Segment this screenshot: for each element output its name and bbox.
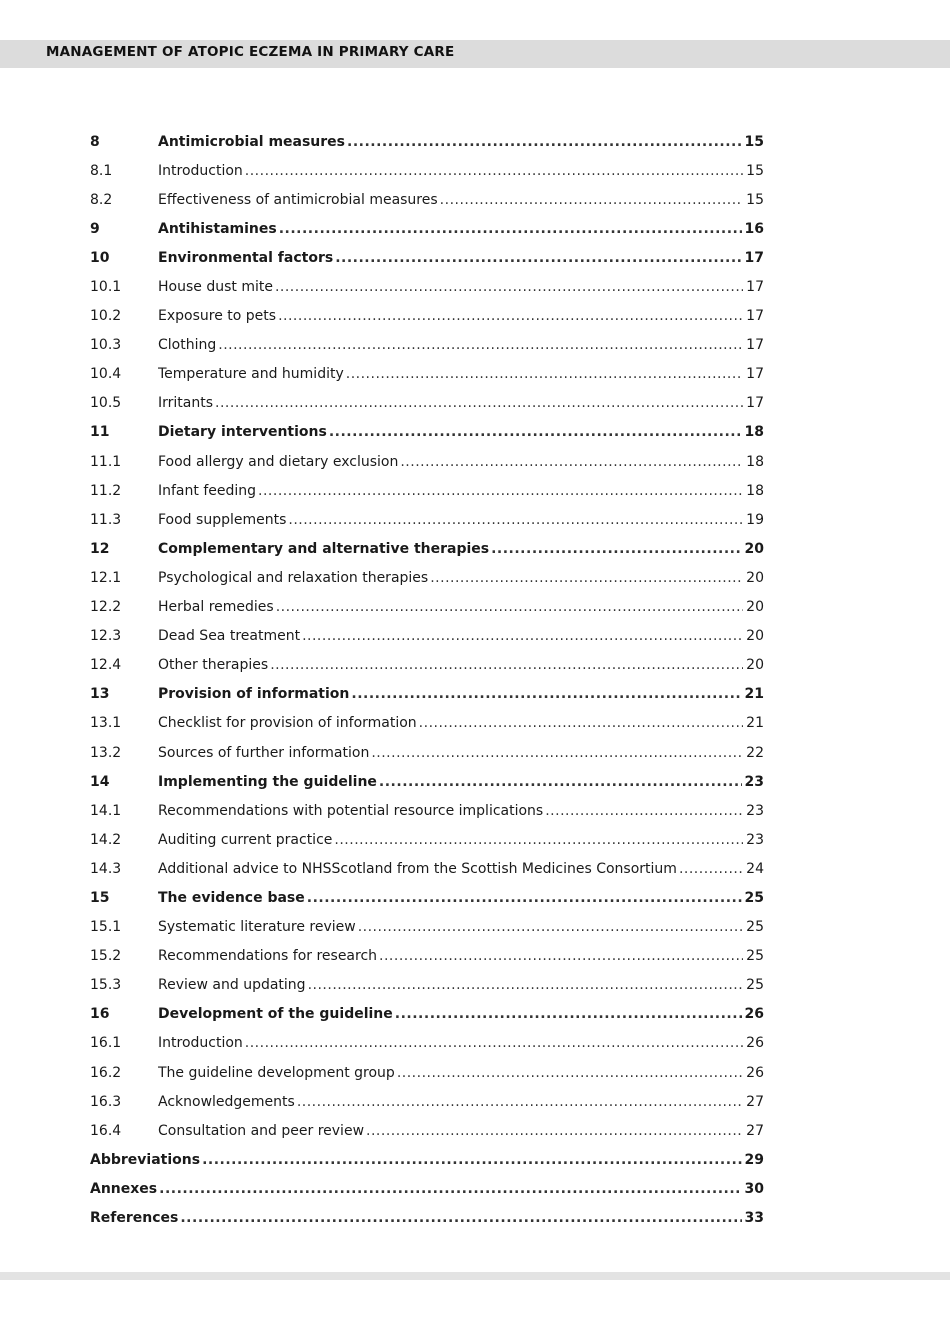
toc-entry[interactable] <box>90 534 764 563</box>
toc-dot-leader <box>395 1006 742 1022</box>
toc-entry-title: Psychological and relaxation therapies <box>158 569 429 586</box>
toc-entry-number: 11.2 <box>90 482 122 499</box>
toc-entry-page: 26 <box>746 1035 764 1052</box>
toc-entry-page: 16 <box>744 220 764 237</box>
toc-entry-title: Temperature and humidity <box>158 366 344 383</box>
toc-entry-page: 20 <box>746 569 764 586</box>
toc-entry-title: Exposure to pets <box>158 308 277 325</box>
toc-entry[interactable] <box>90 680 764 709</box>
toc-entry-title-wrap <box>158 279 743 295</box>
toc-entry-title-wrap <box>158 1094 743 1110</box>
toc-dot-leader <box>430 570 743 586</box>
toc-entry-page: 26 <box>746 1064 764 1081</box>
toc-dot-leader <box>159 1181 741 1197</box>
footer-band <box>0 1272 950 1280</box>
toc-entry[interactable] <box>90 1087 764 1116</box>
toc-entry-title: Checklist for provision of information <box>158 715 417 732</box>
toc-entry-title: Sources of further information <box>158 744 370 761</box>
toc-entry-page: 23 <box>744 773 764 790</box>
toc-entry-page: 25 <box>744 889 764 906</box>
toc-entry[interactable] <box>90 942 764 971</box>
toc-entry-title: Consultation and peer review <box>158 1122 365 1139</box>
toc-entry-title-wrap <box>158 948 743 964</box>
toc-entry-page: 29 <box>744 1151 764 1168</box>
toc-entry-title-wrap <box>158 395 743 411</box>
toc-entry-number: 13.2 <box>90 744 122 761</box>
toc-entry-title-wrap <box>158 861 743 877</box>
toc-dot-leader <box>347 134 742 150</box>
toc-entry[interactable] <box>90 331 764 360</box>
toc-dot-leader <box>278 308 743 324</box>
toc-dot-leader <box>334 832 743 848</box>
toc-entry-title: Additional advice to NHSScotland from the Scottish Medicines Consortium <box>158 860 677 877</box>
toc-dot-leader <box>379 948 743 964</box>
toc-entry-title: Introduction <box>158 162 243 179</box>
toc-entry-title-wrap <box>158 1035 743 1051</box>
toc-entry-title-wrap <box>158 977 743 993</box>
toc-entry-title-wrap <box>158 832 743 848</box>
toc-entry-page: 19 <box>746 511 764 528</box>
toc-dot-leader <box>245 163 743 179</box>
toc-entry-page: 20 <box>746 599 764 616</box>
toc-entry-title: The evidence base <box>158 889 305 906</box>
toc-entry-page: 33 <box>744 1210 764 1227</box>
toc-entry-page: 17 <box>744 249 764 266</box>
toc-entry-title: Other therapies <box>158 657 269 674</box>
toc-entry-title: The guideline development group <box>158 1064 395 1081</box>
toc-dot-leader <box>366 1123 743 1139</box>
toc-dot-leader <box>279 221 742 237</box>
toc-entry-page: 18 <box>746 453 764 470</box>
toc-entry-title-wrap <box>158 221 742 237</box>
toc-entry-title-wrap <box>158 803 743 819</box>
toc-entry-page: 25 <box>746 977 764 994</box>
toc-entry[interactable] <box>90 1116 764 1145</box>
toc-entry-number: 8 <box>90 133 100 150</box>
toc-entry-page: 18 <box>744 424 764 441</box>
toc-entry[interactable] <box>90 476 764 505</box>
toc-entry-number: 12 <box>90 540 110 557</box>
toc-entry-number: 11 <box>90 424 110 441</box>
toc-entry[interactable] <box>90 825 764 854</box>
toc-entry[interactable] <box>90 913 764 942</box>
toc-entry-title: Irritants <box>158 395 214 412</box>
toc-entry-title: Dead Sea treatment <box>158 628 301 645</box>
toc-entry-title-wrap <box>158 715 743 731</box>
toc-entry-number: 10.5 <box>90 395 122 412</box>
toc-entry-title-wrap <box>158 337 743 353</box>
toc-entry-number: 14.2 <box>90 831 122 848</box>
running-header <box>0 40 950 68</box>
toc-entry-title-wrap <box>158 919 743 935</box>
toc-entry-title-wrap <box>158 686 742 702</box>
toc-entry-number: 15 <box>90 889 110 906</box>
toc-entry-title: Acknowledgements <box>158 1093 295 1110</box>
toc-dot-leader <box>288 512 743 528</box>
toc-entry-title: Implementing the guideline <box>158 773 377 790</box>
toc-entry-title: Auditing current practice <box>158 831 333 848</box>
toc-entry[interactable] <box>90 505 764 534</box>
toc-entry[interactable] <box>90 389 764 418</box>
toc-dot-leader <box>245 1035 743 1051</box>
toc-entry-title-wrap <box>158 890 742 906</box>
toc-entry-page: 26 <box>744 1006 764 1023</box>
toc-entry[interactable] <box>90 767 764 796</box>
toc-dot-leader <box>302 628 743 644</box>
toc-entry[interactable] <box>90 593 764 622</box>
toc-dot-leader <box>276 599 743 615</box>
toc-entry-title-wrap <box>158 366 743 382</box>
toc-entry[interactable] <box>90 1000 764 1029</box>
running-header-title: MANAGEMENT OF ATOPIC ECZEMA IN PRIMARY CARE <box>46 44 455 60</box>
toc-dot-leader <box>202 1152 741 1168</box>
toc-dot-leader <box>307 890 742 906</box>
toc-dot-leader <box>297 1094 743 1110</box>
toc-dot-leader <box>308 977 744 993</box>
toc-entry-title-wrap <box>158 1065 743 1081</box>
toc-entry-title-wrap <box>158 163 743 179</box>
toc-entry-title: Annexes <box>90 1180 158 1197</box>
toc-entry-number: 8.1 <box>90 162 113 179</box>
toc-entry[interactable] <box>90 1145 764 1174</box>
toc-entry-page: 17 <box>746 395 764 412</box>
toc-dot-leader <box>180 1210 741 1226</box>
toc-dot-leader <box>379 774 742 790</box>
toc-entry-page: 17 <box>746 279 764 296</box>
toc-entry-title-wrap <box>158 424 742 440</box>
toc-entry-page: 15 <box>746 191 764 208</box>
toc-entry-title-wrap <box>158 657 743 673</box>
toc-entry-page: 27 <box>746 1122 764 1139</box>
toc-entry-number: 12.4 <box>90 657 122 674</box>
toc-entry-title: Clothing <box>158 337 217 354</box>
toc-entry-number: 13 <box>90 686 110 703</box>
toc-entry-title: Provision of information <box>158 686 350 703</box>
toc-entry-number: 14.1 <box>90 802 122 819</box>
toc-entry-page: 20 <box>746 657 764 674</box>
toc-entry[interactable] <box>90 1203 764 1232</box>
toc-entry[interactable] <box>90 1174 764 1203</box>
toc-entry[interactable] <box>90 1058 764 1087</box>
toc-entry-page: 21 <box>746 715 764 732</box>
toc-entry-title: Environmental factors <box>158 249 334 266</box>
toc-entry-number: 15.3 <box>90 977 122 994</box>
toc-dot-leader <box>371 745 743 761</box>
toc-dot-leader <box>329 424 742 440</box>
toc-entry-number: 12.1 <box>90 569 122 586</box>
toc-entry[interactable] <box>90 854 764 883</box>
toc-entry-number: 15.2 <box>90 948 122 965</box>
toc-dot-leader <box>358 919 743 935</box>
toc-entry-page: 23 <box>746 802 764 819</box>
toc-entry-page: 24 <box>746 860 764 877</box>
toc-dot-leader <box>397 1065 743 1081</box>
toc-entry-title: Dietary interventions <box>158 424 327 441</box>
toc-entry[interactable] <box>90 1029 764 1058</box>
toc-dot-leader <box>351 686 741 702</box>
toc-entry-page: 15 <box>744 133 764 150</box>
toc-entry[interactable] <box>90 185 764 214</box>
toc-entry-page: 17 <box>746 308 764 325</box>
toc-entry-number: 16.4 <box>90 1122 122 1139</box>
toc-entry-number: 9 <box>90 220 100 237</box>
toc-dot-leader <box>679 861 743 877</box>
toc-dot-leader <box>275 279 743 295</box>
toc-entry-page: 17 <box>746 366 764 383</box>
toc-entry-title: Effectiveness of antimicrobial measures <box>158 191 438 208</box>
toc-dot-leader <box>545 803 743 819</box>
toc-entry-title-wrap <box>158 541 742 557</box>
toc-entry-number: 14 <box>90 773 110 790</box>
toc-entry-number: 10.3 <box>90 337 122 354</box>
toc-entry-title-wrap <box>158 512 743 528</box>
toc-entry-page: 23 <box>746 831 764 848</box>
toc-entry-title-wrap <box>158 599 743 615</box>
toc-entry-title: Food allergy and dietary exclusion <box>158 453 399 470</box>
toc-entry-title-wrap <box>158 1123 743 1139</box>
toc-entry-title: Recommendations with potential resource implications <box>158 802 544 819</box>
toc-entry-page: 25 <box>746 948 764 965</box>
toc-entry-page: 20 <box>746 628 764 645</box>
toc-entry-number: 13.1 <box>90 715 122 732</box>
toc-entry-number: 16.1 <box>90 1035 122 1052</box>
table-of-contents <box>90 127 764 1233</box>
toc-entry-page: 15 <box>746 162 764 179</box>
toc-entry-title: References <box>90 1210 179 1227</box>
toc-dot-leader <box>346 366 743 382</box>
toc-entry-page: 27 <box>746 1093 764 1110</box>
toc-entry-title-wrap <box>158 250 742 266</box>
toc-entry-page: 20 <box>744 540 764 557</box>
toc-entry-number: 11.3 <box>90 511 122 528</box>
toc-entry-title-wrap <box>158 745 743 761</box>
toc-entry[interactable] <box>90 302 764 331</box>
toc-entry-title: Complementary and alternative therapies <box>158 540 490 557</box>
toc-dot-leader <box>491 541 741 557</box>
toc-entry-title-wrap <box>158 308 743 324</box>
toc-entry-number: 16.3 <box>90 1093 122 1110</box>
toc-entry-title: Systematic literature review <box>158 919 356 936</box>
toc-entry[interactable] <box>90 709 764 738</box>
toc-entry-page: 17 <box>746 337 764 354</box>
toc-entry-title-wrap <box>90 1210 742 1226</box>
toc-entry-page: 30 <box>744 1180 764 1197</box>
toc-entry-number: 11.1 <box>90 453 122 470</box>
toc-dot-leader <box>440 192 744 208</box>
toc-entry[interactable] <box>90 622 764 651</box>
toc-entry[interactable] <box>90 127 764 156</box>
toc-entry-number: 10.1 <box>90 279 122 296</box>
toc-entry[interactable] <box>90 796 764 825</box>
toc-entry[interactable] <box>90 563 764 592</box>
toc-entry-title-wrap <box>158 1006 742 1022</box>
toc-entry[interactable] <box>90 272 764 301</box>
toc-entry[interactable] <box>90 418 764 447</box>
toc-entry[interactable] <box>90 738 764 767</box>
toc-dot-leader <box>218 337 743 353</box>
toc-entry-title: Infant feeding <box>158 482 257 499</box>
toc-entry-title: Abbreviations <box>90 1151 201 1168</box>
toc-entry-page: 25 <box>746 919 764 936</box>
toc-entry-number: 16 <box>90 1006 110 1023</box>
toc-entry-title-wrap <box>158 570 743 586</box>
toc-entry-title: Herbal remedies <box>158 599 274 616</box>
toc-dot-leader <box>335 250 741 266</box>
toc-entry[interactable] <box>90 156 764 185</box>
toc-entry-page: 21 <box>744 686 764 703</box>
toc-entry-number: 10.4 <box>90 366 122 383</box>
toc-entry-title-wrap <box>158 192 743 208</box>
toc-dot-leader <box>258 483 743 499</box>
toc-entry-title-wrap <box>158 483 743 499</box>
toc-entry-number: 15.1 <box>90 919 122 936</box>
toc-entry-title: Antimicrobial measures <box>158 133 346 150</box>
toc-entry-number: 10 <box>90 249 110 266</box>
toc-entry-page: 18 <box>746 482 764 499</box>
toc-entry[interactable] <box>90 360 764 389</box>
toc-entry-number: 14.3 <box>90 860 122 877</box>
toc-entry-number: 10.2 <box>90 308 122 325</box>
toc-entry-number: 12.3 <box>90 628 122 645</box>
toc-dot-leader <box>215 395 743 411</box>
toc-entry-title-wrap <box>158 454 743 470</box>
toc-entry-title: Review and updating <box>158 977 306 994</box>
toc-entry[interactable] <box>90 651 764 680</box>
toc-entry[interactable] <box>90 971 764 1000</box>
toc-entry[interactable] <box>90 214 764 243</box>
toc-entry-title-wrap <box>90 1181 742 1197</box>
toc-entry-title: Recommendations for research <box>158 948 378 965</box>
toc-entry-title: Development of the guideline <box>158 1006 393 1023</box>
toc-entry-title: Introduction <box>158 1035 243 1052</box>
toc-entry-page: 22 <box>746 744 764 761</box>
toc-entry-title-wrap <box>158 774 742 790</box>
toc-dot-leader <box>419 715 744 731</box>
toc-entry-title: Antihistamines <box>158 220 277 237</box>
toc-entry[interactable] <box>90 447 764 476</box>
toc-entry[interactable] <box>90 243 764 272</box>
toc-entry-number: 8.2 <box>90 191 113 208</box>
toc-entry-number: 16.2 <box>90 1064 122 1081</box>
toc-entry-title: Food supplements <box>158 511 287 528</box>
toc-entry-title: House dust mite <box>158 279 273 296</box>
toc-entry-number: 12.2 <box>90 599 122 616</box>
toc-entry-title-wrap <box>90 1152 742 1168</box>
toc-entry-title-wrap <box>158 134 742 150</box>
toc-dot-leader <box>270 657 743 673</box>
toc-dot-leader <box>400 454 743 470</box>
toc-entry-title-wrap <box>158 628 743 644</box>
toc-entry[interactable] <box>90 883 764 912</box>
